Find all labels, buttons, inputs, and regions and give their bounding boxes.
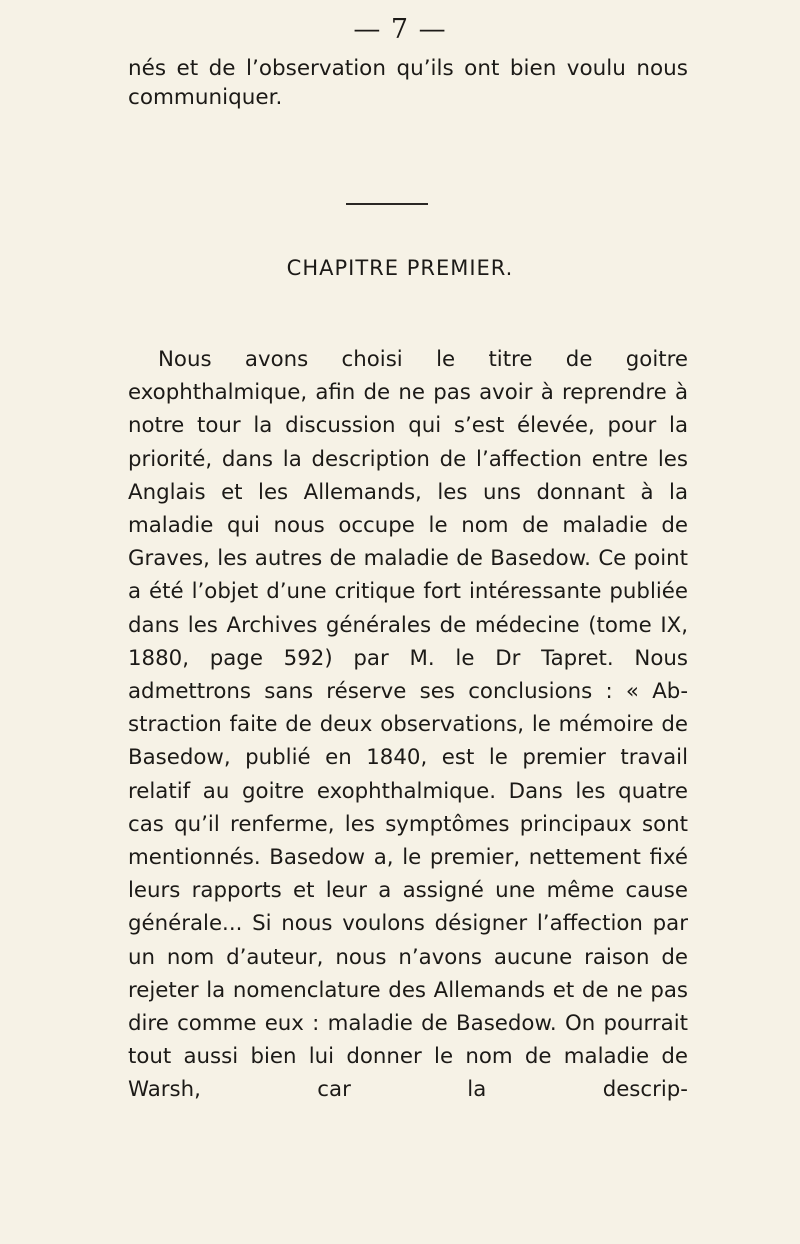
intro-paragraph: nés et de l’observation qu’ils ont bien voulu nous communiquer. [128, 56, 688, 110]
section-divider [346, 203, 428, 205]
body-paragraph: Nous avons choisi le titre de goitre exophthalmique, afin de ne pas avoir à reprendre à notre tour la discussion qui s’est élevée, pour la priorité, dans la description de l’affection entre les Anglais et les Allemands, les uns donnant à la maladie qui nous occupe le nom de maladie de Graves, les autres de maladie de Basedow. Ce point a été l’objet d’une critique fort intéressante publiée dans les Archives générales de médecine (tome IX, 1880, page 592) par M. le Dr Tapret. Nous admettrons sans réserve ses conclusions : « Abstraction faite de deux observations, le mémoire de Basedow, publié en 1840, est le premier travail relatif au goitre exophthalmique. Dans les quatre cas qu’il renferme, les symptômes principaux sont mentionnés. Basedow a, le premier, nettement fixé leurs rapports et leur a assigné une même cause générale... Si nous voulons désigner l’affection par un nom d’auteur, nous n’avons aucune raison de rejeter la nomenclature des Allemands et de ne pas dire comme eux : maladie de Basedow. On pourrait tout aussi bien lui donner le nom de maladie de Warsh, car la descrip- [128, 347, 688, 1103]
page-number: — 7 — [353, 14, 447, 45]
chapter-heading: CHAPITRE PREMIER. [286, 256, 514, 280]
